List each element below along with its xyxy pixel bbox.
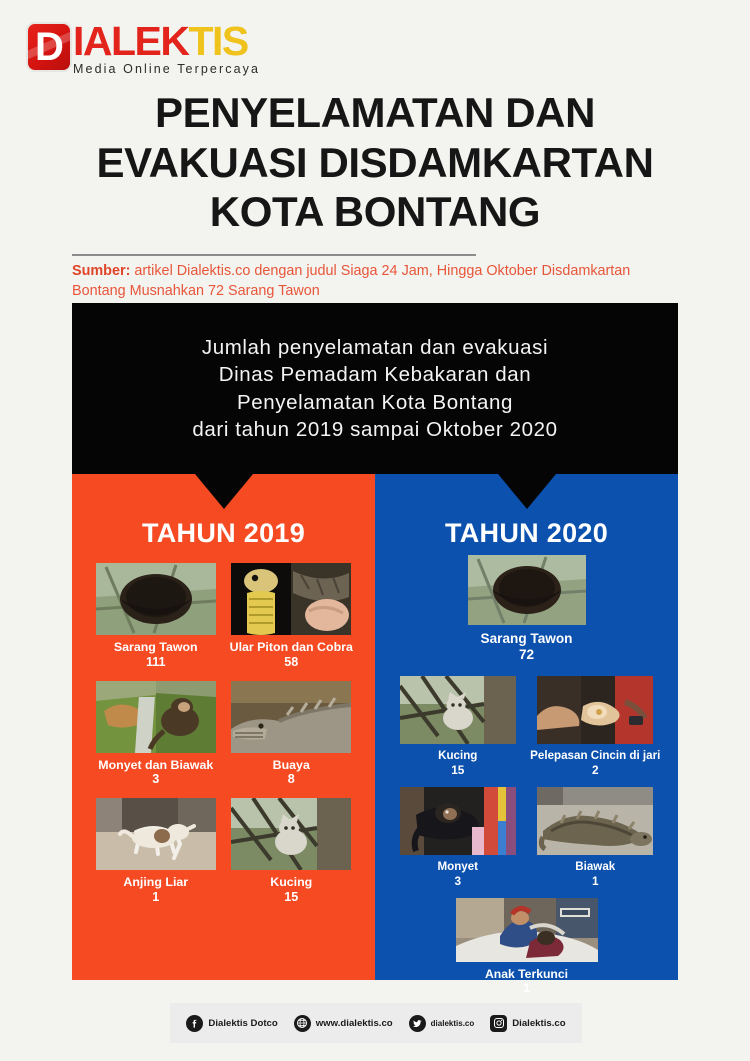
item-count: 1 — [152, 890, 160, 905]
social-instagram[interactable] — [490, 1015, 565, 1032]
social-website[interactable] — [294, 1015, 393, 1032]
item-label: Kucing — [270, 875, 313, 890]
item-count: 72 — [518, 647, 535, 663]
item-label: Monyet — [437, 859, 479, 873]
list-item — [389, 787, 527, 889]
logo-word — [73, 18, 260, 64]
item-label: Anak Terkunci — [484, 966, 569, 981]
monkey-photo — [400, 787, 516, 855]
list-item — [224, 681, 360, 789]
featured-item-2020 — [375, 549, 678, 664]
list-item — [88, 681, 224, 789]
child-locked-car-photo — [456, 898, 598, 962]
list-item — [88, 563, 224, 671]
item-label: Kucing — [438, 749, 478, 763]
items-grid-2020 — [375, 664, 678, 996]
ring-removal-photo — [537, 676, 653, 744]
logo-word-red: IALEK — [73, 18, 189, 64]
item-count: 1 — [591, 873, 599, 888]
globe-icon[interactable] — [294, 1015, 311, 1032]
logo-word-gold: TIS — [188, 18, 248, 64]
beehive-photo — [468, 555, 586, 625]
subtitle-banner-text — [192, 334, 557, 443]
list-item — [527, 676, 665, 778]
page-title-line-1: PENYELAMATAN DAN — [154, 89, 596, 136]
column-notch-2020 — [498, 474, 556, 509]
item-label: Sarang Tawon — [480, 631, 573, 646]
source-divider — [72, 254, 476, 256]
list-item — [224, 563, 360, 671]
item-count: 3 — [454, 873, 462, 888]
banner-line-3: Penyelamatan Kota Bontang — [237, 390, 513, 414]
list-item — [389, 898, 664, 997]
stray-dog-photo — [96, 798, 216, 870]
social-facebook-label: Dialektis Dotco — [208, 1017, 278, 1029]
column-heading-2020: TAHUN 2020 — [444, 518, 609, 548]
logo-wordmark — [73, 18, 261, 76]
source-label: Sumber: — [72, 263, 131, 279]
source-note — [72, 261, 672, 302]
page-title — [0, 88, 750, 237]
items-grid-2019 — [72, 549, 375, 916]
monitor-lizard-photo — [537, 787, 653, 855]
item-label: Monyet dan Biawak — [98, 757, 214, 772]
item-label: Pelepasan Cincin di jari — [530, 749, 661, 763]
social-footer — [170, 1003, 582, 1043]
list-item — [224, 798, 360, 906]
logo-mark-d: D — [26, 22, 72, 72]
column-heading-2019: TAHUN 2019 — [141, 518, 306, 548]
item-label: Buaya — [272, 757, 310, 772]
year-columns — [72, 474, 678, 996]
item-count: 58 — [284, 654, 299, 669]
column-2019 — [72, 474, 375, 980]
social-instagram-label: Dialektis.co — [512, 1017, 566, 1029]
source-body: artikel Dialektis.co dengan judul Siaga 24 Jam, Hingga Oktober Disdamkartan Bontang Musnahkan 72 Sarang Tawon — [72, 263, 631, 300]
item-label: Anjing Liar — [123, 875, 189, 890]
banner-line-1: Jumlah penyelamatan dan evakuasi — [201, 336, 549, 359]
banner-line-4: dari tahun 2019 sampai Oktober 2020 — [192, 417, 558, 441]
site-logo — [26, 18, 261, 80]
instagram-icon[interactable] — [490, 1015, 507, 1032]
snake-photo — [231, 563, 351, 635]
logo-tagline: Media Online Terpercaya — [73, 61, 261, 76]
item-count: 111 — [145, 654, 166, 669]
beehive-photo — [96, 563, 216, 635]
item-count: 15 — [284, 890, 299, 905]
subtitle-banner — [72, 303, 678, 474]
list-item — [527, 787, 665, 889]
item-count: 8 — [287, 772, 295, 787]
item-count: 1 — [523, 981, 530, 996]
social-website-label: www.dialektis.co — [315, 1017, 393, 1029]
monkey-monitor-photo — [96, 681, 216, 753]
page-title-line-2: EVAKUASI DISDAMKARTAN — [96, 138, 654, 186]
item-count: 15 — [451, 763, 465, 778]
item-count: 2 — [591, 763, 599, 778]
column-2020 — [375, 474, 678, 996]
social-facebook[interactable] — [186, 1015, 277, 1032]
cat-tree-photo — [231, 798, 351, 870]
list-item — [389, 676, 527, 778]
twitter-icon[interactable] — [409, 1015, 426, 1032]
column-notch-2019 — [195, 474, 253, 509]
item-label: Ular Piton dan Cobra — [229, 640, 353, 654]
page-title-line-3: KOTA BONTANG — [209, 188, 541, 236]
crocodile-photo — [231, 681, 351, 753]
list-item — [88, 798, 224, 906]
banner-line-2: Dinas Pemadam Kebakaran dan — [218, 363, 532, 387]
item-label: Sarang Tawon — [113, 640, 198, 654]
facebook-icon[interactable] — [186, 1015, 203, 1032]
item-count: 3 — [152, 772, 160, 787]
cat-tree-photo — [400, 676, 516, 744]
item-label: Biawak — [575, 859, 616, 873]
social-twitter[interactable] — [409, 1015, 475, 1032]
social-twitter-label: dialektis.co — [430, 1018, 475, 1028]
